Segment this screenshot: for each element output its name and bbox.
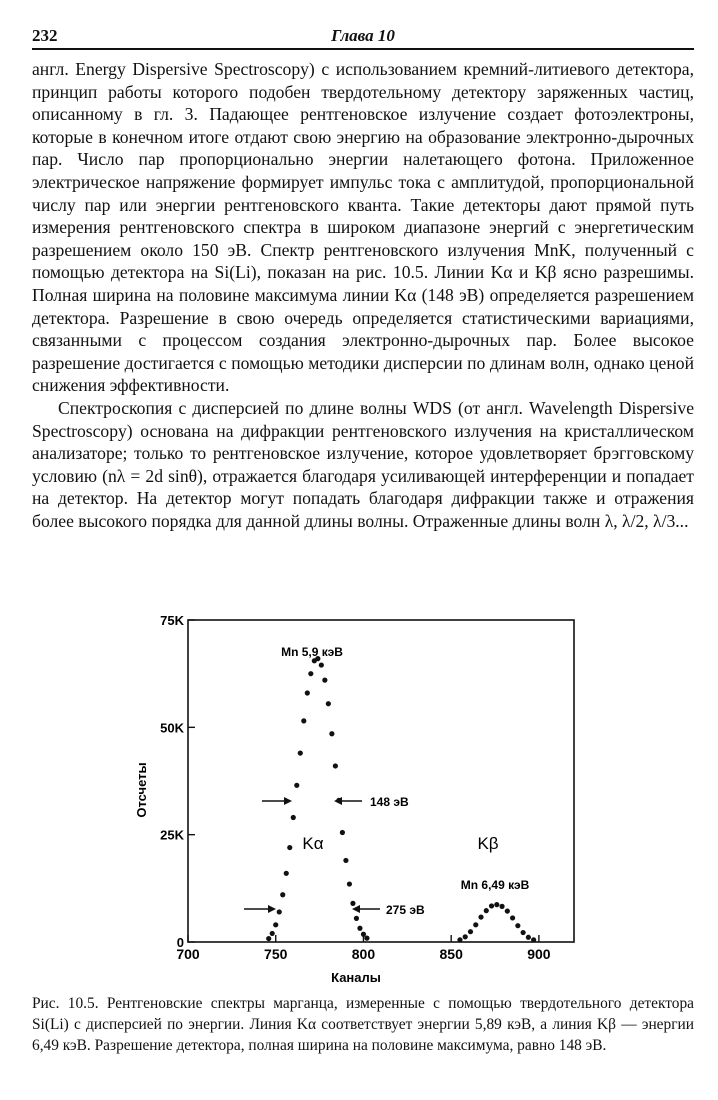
data-point — [457, 937, 462, 942]
x-axis — [176, 935, 550, 962]
data-point — [484, 908, 489, 913]
data-point — [333, 763, 338, 768]
y-tick-label: 50K — [160, 720, 184, 736]
ka-line-label: Kα — [302, 834, 324, 853]
spectrum-chart — [120, 612, 590, 990]
x-axis-label: Каналы — [331, 970, 381, 985]
chapter-title: Глава 10 — [331, 26, 395, 45]
data-point — [322, 678, 327, 683]
data-point — [270, 931, 275, 936]
data-point — [354, 916, 359, 921]
kb-line-label: Kβ — [477, 834, 499, 853]
data-point — [277, 909, 282, 914]
data-point — [531, 937, 536, 942]
data-point — [510, 915, 515, 920]
data-point — [301, 718, 306, 723]
data-point — [294, 783, 299, 788]
data-point — [319, 662, 324, 667]
body-text — [32, 58, 694, 532]
paragraph-2: Спектроскопия с дисперсией по длине волны WDS (от англ. Wavelength Dispersive Spectroscopy) основана на дифракции рентгеновского излучения на кристаллическом анализаторе; только то рентгеновское излучение, которое удовлетворяет брэгговскому условию (nλ = 2d sinθ), отражается благодаря усиливающей интерференции и попадает на детектор. На детектор могут попадать благодаря дифракции также и отражения более высокого порядка для данной длины волны. Отраженные длины волн λ, λ/2, λ/3... — [32, 397, 694, 531]
tenth-width-arrow-left-head — [268, 905, 276, 913]
tenth-width-annotation: 275 эВ — [386, 903, 425, 917]
caption-label: Рис. 10.5. — [32, 995, 99, 1012]
data-point — [499, 904, 504, 909]
y-axis-label: Отсчеты — [134, 762, 149, 818]
data-point — [350, 901, 355, 906]
data-point — [298, 750, 303, 755]
data-point — [343, 858, 348, 863]
x-tick-label: 800 — [351, 946, 376, 962]
data-point — [478, 914, 483, 919]
data-point — [305, 690, 310, 695]
x-tick-label: 900 — [527, 946, 551, 962]
figure-10-5 — [120, 612, 590, 990]
data-point — [473, 922, 478, 927]
data-point — [266, 936, 271, 941]
data-point — [526, 935, 531, 940]
y-axis — [160, 613, 195, 950]
y-tick-label: 0 — [176, 935, 184, 950]
data-point — [515, 923, 520, 928]
data-point — [280, 892, 285, 897]
data-point — [463, 934, 468, 939]
fwhm-arrow-left-head — [284, 797, 292, 805]
x-tick-label: 700 — [176, 946, 200, 962]
data-point — [308, 671, 313, 676]
data-point — [361, 932, 366, 937]
figure-caption — [32, 993, 694, 1056]
data-point — [521, 930, 526, 935]
paragraph-1: англ. Energy Dispersive Spectroscopy) с использованием кремний-литиевого детектора, принцип работы которого подобен твердотельному детектору заряженных частиц, описанному в гл. 3. Падающее рентгеновское излучение создает фотоэлектроны, которые в конечном итоге отдают свою энергию на образование электронно-дырочных пар. Число пар пропорционально энергии налетающего фотона. Приложенное электрическое напряжение формирует импульс тока с амплитудой, пропорциональной числу пар или энергии рентгеновского кванта. Такие детекторы дают прямой путь измерения рентгеновского спектра в широком диапазоне энергий с энергетическим разрешением около 150 эВ. Спектр рентгеновского излучения MnK, полученный с помощью детектора на Si(Li), показан на рис. 10.5. Линии Kα и Kβ ясно разрешимы. Полная ширина на половине максимума линии Kα (148 эВ) определяется разрешением детектора. Разрешение в свою очередь определяется статистическими вариациями, связанными с процессом создания электронно-дырочных пар. Более высокое разрешение достигается с помощью методики дисперсии по длинам волн, однако ценой снижения эффективности. — [32, 59, 694, 396]
caption-text: Рентгеновские спектры марганца, измеренные с помощью твердотельного детектора Si(Li) с дисперсией по энергии. Линия Kα соответствует энергии 5,89 кэВ, а линия Kβ — энергии 6,49 кэВ. Разрешение детектора, полная ширина на половине максимума, равно 148 эВ. — [32, 995, 694, 1054]
data-point — [364, 936, 369, 941]
data-point — [273, 922, 278, 927]
x-tick-label: 850 — [439, 946, 463, 962]
data-point — [291, 815, 296, 820]
data-point — [284, 871, 289, 876]
data-point — [287, 845, 292, 850]
ka-peak-annotation: Mn 5,9 кэВ — [281, 645, 343, 659]
data-point — [357, 926, 362, 931]
page-header — [32, 22, 694, 50]
data-point — [489, 903, 494, 908]
fwhm-annotation: 148 эВ — [370, 795, 409, 809]
data-point — [468, 929, 473, 934]
page-number: 232 — [32, 26, 58, 45]
data-point — [494, 902, 499, 907]
x-tick-label: 750 — [264, 946, 288, 962]
data-point — [347, 881, 352, 886]
data-point — [326, 701, 331, 706]
plot-frame — [188, 620, 574, 942]
data-point — [329, 731, 334, 736]
data-point — [340, 830, 345, 835]
data-point — [505, 908, 510, 913]
y-tick-label: 75K — [160, 613, 184, 628]
y-tick-label: 25K — [160, 827, 184, 843]
tenth-width-arrow-right-head — [352, 905, 360, 913]
kb-peak-annotation: Mn 6,49 кэВ — [460, 878, 530, 892]
